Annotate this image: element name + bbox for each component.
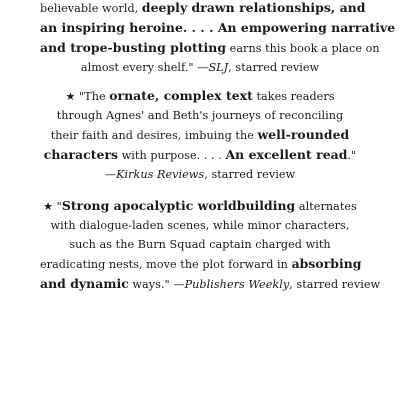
review-text: their faith and desires, imbuing the xyxy=(50,129,258,142)
review-text: almost every shelf." — xyxy=(80,61,209,74)
review-line xyxy=(40,235,360,254)
review-line xyxy=(40,0,366,18)
review-line xyxy=(40,106,360,125)
review-text: believable world, xyxy=(40,2,142,15)
review-text: " xyxy=(53,200,62,213)
review-text: ways." — xyxy=(128,278,185,291)
review-source: Publishers Weekly xyxy=(184,278,290,291)
star-icon: ★ xyxy=(43,200,54,213)
review-emphasis: Strong apocalyptic worldbuilding xyxy=(61,198,296,213)
review-line xyxy=(40,86,360,106)
review-emphasis: absorbing xyxy=(291,256,362,271)
review-publishers-weekly xyxy=(40,196,381,294)
review-text: , starred review xyxy=(204,168,296,181)
review-text: with purpose. . . . xyxy=(118,149,226,162)
review-line xyxy=(40,274,381,294)
review-line xyxy=(40,58,360,77)
review-emphasis: characters xyxy=(43,147,119,162)
review-text: alternates xyxy=(295,200,357,213)
review-line xyxy=(40,254,360,274)
review-emphasis: and trope-busting plotting xyxy=(40,40,227,55)
review-source: SLJ xyxy=(208,61,229,74)
review-text: through Agnes' and Beth's journeys of reconciling xyxy=(56,109,344,122)
review-emphasis: an inspiring heroine. . . . An empowering narrative xyxy=(40,20,396,35)
review-emphasis: deeply drawn relationships, and xyxy=(141,0,366,15)
review-text: , starred review xyxy=(289,278,381,291)
review-line xyxy=(40,165,360,184)
review-text: earns this book a place on xyxy=(226,42,380,55)
review-emphasis: well-rounded xyxy=(257,127,350,142)
review-slj xyxy=(40,0,396,77)
review-text: — xyxy=(104,168,117,181)
review-text: with dialogue-laden scenes, while minor characters, xyxy=(50,219,350,232)
star-icon: ★ xyxy=(65,90,76,103)
review-source: Kirkus Reviews xyxy=(116,168,205,181)
review-text: ." xyxy=(347,149,357,162)
review-line xyxy=(40,145,360,165)
review-text: such as the Burn Squad captain charged with xyxy=(69,238,331,251)
review-line xyxy=(40,196,360,216)
review-line xyxy=(40,18,396,38)
review-kirkus xyxy=(40,86,360,184)
review-line xyxy=(40,125,360,145)
review-emphasis: and dynamic xyxy=(40,276,129,291)
review-text: eradicating nests, move the plot forward in xyxy=(40,258,292,271)
review-text: "The xyxy=(75,90,110,103)
review-text: takes readers xyxy=(252,90,335,103)
review-line xyxy=(40,216,360,235)
review-emphasis: ornate, complex text xyxy=(109,88,253,103)
review-text: , starred review xyxy=(228,61,320,74)
review-emphasis: An excellent read xyxy=(225,147,348,162)
review-line xyxy=(40,38,380,58)
